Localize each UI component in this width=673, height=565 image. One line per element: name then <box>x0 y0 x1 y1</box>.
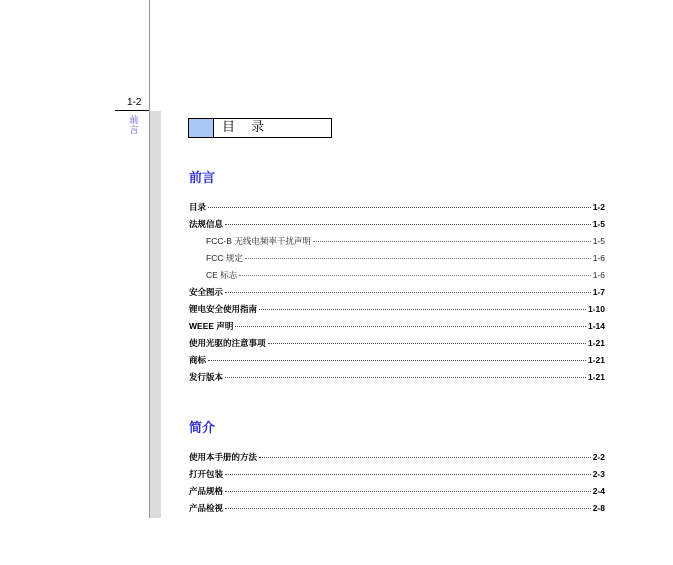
toc-entry[interactable] <box>189 286 605 300</box>
toc-dot-leader <box>225 474 591 475</box>
toc-entry-page: 2-4 <box>592 486 605 496</box>
toc-entry-page: 1-14 <box>587 321 605 331</box>
toc-entry-page: 2-2 <box>592 452 605 462</box>
toc-entry-label: FCC-B 无线电频率干扰声明 <box>206 236 311 246</box>
toc-entry[interactable] <box>189 502 605 516</box>
toc-entry-page: 1-21 <box>587 355 605 365</box>
toc-dot-leader <box>235 326 586 327</box>
toc-entry-page: 1-6 <box>592 253 605 263</box>
toc-dot-leader <box>208 207 591 208</box>
toc-dot-leader <box>225 491 591 492</box>
toc-entry-page: 2-8 <box>592 503 605 513</box>
toc-dot-leader <box>259 309 586 310</box>
toc-entry-label: CE 标志 <box>206 270 238 280</box>
toc-entry-label: 锂电安全使用指南 <box>189 304 258 314</box>
toc-entry-page: 1-5 <box>592 236 605 246</box>
toc-entry[interactable] <box>189 371 605 385</box>
toc-title: 目 录 <box>222 120 271 135</box>
toc-subentry[interactable] <box>206 235 605 249</box>
toc-entry-label: 产品规格 <box>189 486 224 496</box>
toc-entry-page: 1-10 <box>587 304 605 314</box>
toc-entry-page: 1-6 <box>592 270 605 280</box>
toc-entry[interactable] <box>189 337 605 351</box>
toc-entry-label: 发行版本 <box>189 372 224 382</box>
page-number-rule <box>115 110 149 111</box>
toc-entry-label: 使用光驱的注意事项 <box>189 338 266 348</box>
margin-strip <box>150 111 161 518</box>
toc-entry-label: 产品检视 <box>189 503 224 513</box>
toc-dot-leader <box>268 343 586 344</box>
toc-entry-label: 打开包装 <box>189 469 224 479</box>
toc-dot-leader <box>225 292 591 293</box>
toc-title-box <box>188 118 332 138</box>
toc-dot-leader <box>245 258 591 259</box>
toc-entry[interactable] <box>189 354 605 368</box>
section-heading-introduction: 简介 <box>189 421 216 436</box>
toc-entry-label: 法规信息 <box>189 219 224 229</box>
toc-entry[interactable] <box>189 485 605 499</box>
toc-entry-label: 目录 <box>189 202 207 212</box>
toc-title-swatch <box>189 119 214 137</box>
toc-entry-page: 1-21 <box>587 372 605 382</box>
toc-entry-label: 使用本手册的方法 <box>189 452 258 462</box>
toc-entry[interactable] <box>189 218 605 232</box>
toc-dot-leader <box>239 275 591 276</box>
section-heading-preface: 前言 <box>189 171 216 186</box>
toc-dot-leader <box>225 224 591 225</box>
side-section-label: 前言 <box>129 116 139 136</box>
toc-entry-page: 2-3 <box>592 469 605 479</box>
toc-subentry[interactable] <box>206 252 605 266</box>
toc-subentry[interactable] <box>206 269 605 283</box>
toc-entry-label: 安全图示 <box>189 287 224 297</box>
toc-entry[interactable] <box>189 303 605 317</box>
toc-entry-page: 1-5 <box>592 219 605 229</box>
toc-dot-leader <box>225 508 591 509</box>
toc-entry[interactable] <box>189 451 605 465</box>
toc-entry-label: 商标 <box>189 355 207 365</box>
toc-dot-leader <box>225 377 586 378</box>
toc-entry[interactable] <box>189 201 605 215</box>
page-number: 1-2 <box>127 97 142 108</box>
toc-dot-leader <box>259 457 591 458</box>
toc-entry[interactable] <box>189 468 605 482</box>
toc-entry-page: 1-2 <box>592 202 605 212</box>
toc-entry-page: 1-21 <box>587 338 605 348</box>
toc-entry[interactable] <box>189 320 605 334</box>
toc-entry-label: FCC 规定 <box>206 253 243 263</box>
toc-entry-page: 1-7 <box>592 287 605 297</box>
toc-dot-leader <box>208 360 586 361</box>
toc-dot-leader <box>313 241 591 242</box>
toc-entry-label: WEEE 声明 <box>189 321 234 331</box>
